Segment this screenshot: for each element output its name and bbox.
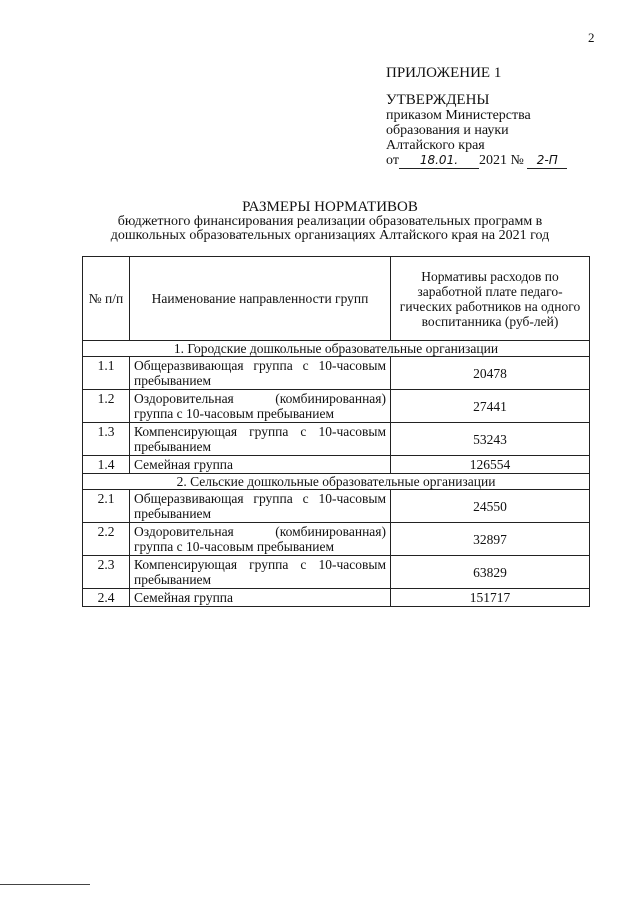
- table-row: [83, 357, 590, 390]
- section-title: 2. Сельские дошкольные образовательные организации: [83, 474, 590, 490]
- section-row: [83, 474, 590, 490]
- group-name: Компенсирующая группа с 10-часовым пребыванием: [130, 556, 391, 589]
- row-number: 1.2: [83, 390, 130, 423]
- group-name: Оздоровительная (комбинированная) группа с 10-часовым пребыванием: [130, 390, 391, 423]
- approved-label: УТВЕРЖДЕНЫ: [386, 92, 490, 108]
- norm-value: 27441: [391, 390, 590, 423]
- title-main: РАЗМЕРЫ НОРМАТИВОВ: [242, 199, 418, 215]
- table-row: [83, 490, 590, 523]
- row-number: 2.4: [83, 589, 130, 607]
- title-line-3: дошкольных образовательных организациях Алтайского края на 2021 год: [110, 228, 550, 243]
- norm-value: 126554: [391, 456, 590, 474]
- norm-value: 24550: [391, 490, 590, 523]
- approval-line-2: образования и науки: [386, 123, 509, 138]
- table-row: [83, 390, 590, 423]
- group-name: Семейная группа: [130, 589, 391, 607]
- norms-table: [82, 256, 590, 607]
- table-row: [83, 523, 590, 556]
- row-number: 2.1: [83, 490, 130, 523]
- header-num: № п/п: [83, 257, 130, 341]
- footer-divider: [0, 884, 90, 885]
- row-number: 2.2: [83, 523, 130, 556]
- date-prefix: от: [386, 153, 399, 168]
- norm-value: 32897: [391, 523, 590, 556]
- approval-line-3: Алтайского края: [386, 138, 485, 153]
- appendix-label: ПРИЛОЖЕНИЕ 1: [386, 65, 502, 81]
- approval-block: [386, 66, 626, 169]
- table-row: [83, 556, 590, 589]
- approval-date-line: [386, 153, 626, 169]
- table-row: [83, 589, 590, 607]
- title-line-2: бюджетного финансирования реализации образовательных программ в: [117, 214, 543, 229]
- group-name: Семейная группа: [130, 456, 391, 474]
- group-name: Оздоровительная (комбинированная) группа с 10-часовым пребыванием: [130, 523, 391, 556]
- header-norm: Нормативы расходов по заработной плате педаго-гических работников на одного воспитанника (руб-лей): [391, 257, 590, 341]
- header-name: Наименование направленности групп: [130, 257, 391, 341]
- approval-line-1: приказом Министерства: [386, 108, 531, 123]
- document-title: [80, 199, 580, 243]
- table-row: [83, 456, 590, 474]
- handwritten-date: 18.01.: [399, 153, 479, 169]
- group-name: Общеразвивающая группа с 10-часовым пребыванием: [130, 357, 391, 390]
- norm-value: 53243: [391, 423, 590, 456]
- section-row: [83, 341, 590, 357]
- norm-value: 151717: [391, 589, 590, 607]
- group-name: Компенсирующая группа с 10-часовым пребыванием: [130, 423, 391, 456]
- section-title: 1. Городские дошкольные образовательные организации: [83, 341, 590, 357]
- row-number: 2.3: [83, 556, 130, 589]
- row-number: 1.3: [83, 423, 130, 456]
- row-number: 1.4: [83, 456, 130, 474]
- group-name: Общеразвивающая группа с 10-часовым пребыванием: [130, 490, 391, 523]
- year-text: 2021 №: [478, 153, 524, 168]
- handwritten-number: 2-П: [527, 153, 567, 169]
- table-row: [83, 423, 590, 456]
- norm-value: 63829: [391, 556, 590, 589]
- norm-value: 20478: [391, 357, 590, 390]
- table-header-row: [83, 257, 590, 341]
- page-number: 2: [588, 30, 595, 45]
- row-number: 1.1: [83, 357, 130, 390]
